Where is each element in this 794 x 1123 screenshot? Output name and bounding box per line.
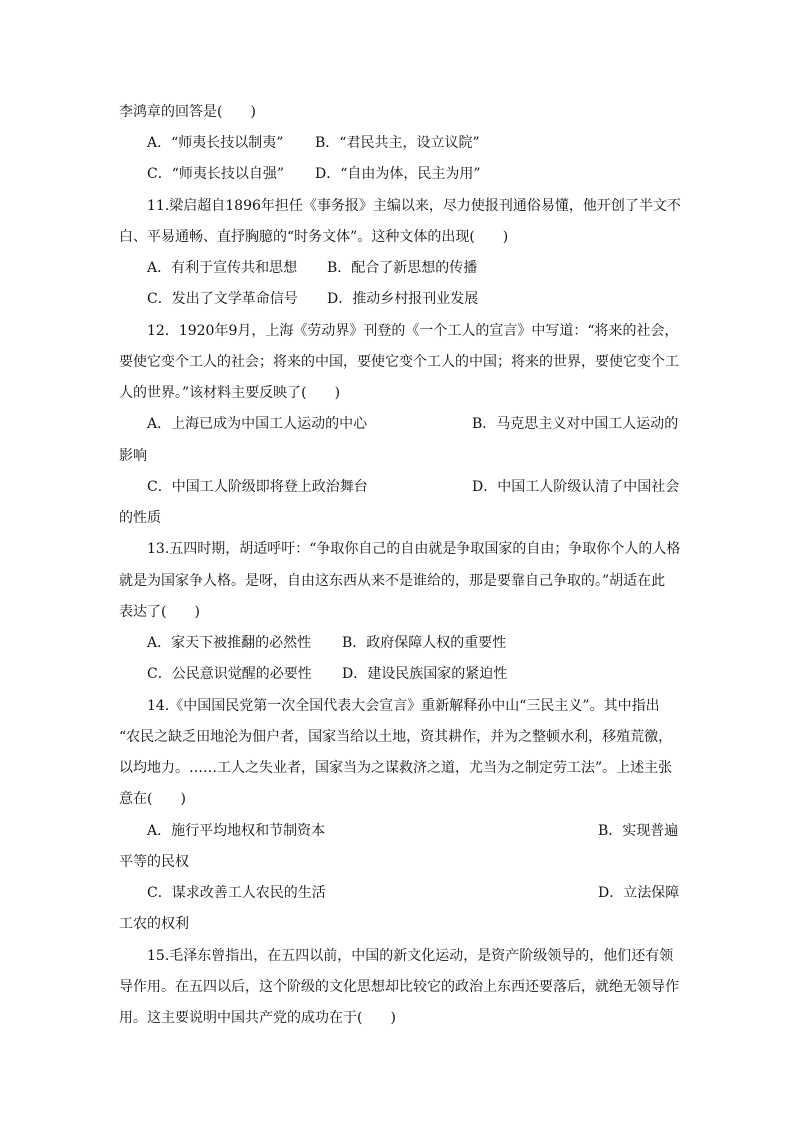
q14-option-b-wrap: 平等的民权 <box>119 854 189 870</box>
q12-option-c: C．中国工人阶级即将登上政治舞台 <box>147 479 368 495</box>
q14-stem-line4: 意在( ) <box>119 791 186 807</box>
q13-stem-line3: 表达了( ) <box>119 604 200 620</box>
q12-option-b: B．马克思主义对中国工人运动的 <box>472 416 679 432</box>
q13-option-d: D．建设民族国家的紧迫性 <box>342 666 508 682</box>
q10-options-cd <box>147 164 481 184</box>
q12-option-d: D．中国工人阶级认清了中国社会 <box>472 479 680 495</box>
q11-option-d: D．推动乡村报刊业发展 <box>327 291 479 307</box>
q13-option-a: A．家天下被推翻的必然性 <box>147 635 312 651</box>
q10-option-a: A．“师夷长技以制夷” <box>147 135 284 151</box>
q14-option-d-wrap: 工农的权利 <box>119 916 189 932</box>
q11-stem-line1: 11.梁启超自1896年担任《事务报》主编以来，尽力使报刊通俗易懂，他开创了半文不 <box>147 198 681 214</box>
q14-option-c: C．谋求改善工人农民的生活 <box>147 885 326 901</box>
q12-stem-line3: 人的世界。”该材料主要反映了( ) <box>119 385 341 401</box>
q15-stem-line1: 15.毛泽东曾指出，在五四以前，中国的新文化运动，是资产阶级领导的，他们还有领 <box>147 948 674 964</box>
q12-option-a: A．上海已成为中国工人运动的中心 <box>147 416 368 432</box>
q11-options-cd <box>147 289 478 309</box>
q11-option-a: A．有利于宣传共和思想 <box>147 260 298 276</box>
q10-option-b: B．“君民共主，设立议院” <box>315 135 480 151</box>
q14-stem-line1: 14.《中国国民党第一次全国代表大会宣言》重新解释孙中山“三民主义”。其中指出 <box>147 698 660 714</box>
q12-stem-line2: 要使它变个工人的社会；将来的中国，要使它变个工人的中国；将来的世界，要使它变个工 <box>119 354 679 370</box>
q11-stem-line2: 白、平易通畅、直抒胸臆的“时务文体”。这种文体的出现( ) <box>119 229 509 245</box>
q12-option-d-wrap: 的性质 <box>119 510 161 526</box>
q10-option-d: D．“自由为体，民主为用” <box>315 166 481 182</box>
q14-option-d: D．立法保障 <box>598 885 680 901</box>
q13-options-cd <box>147 664 507 684</box>
q14-stem-line2: “农民之缺乏田地沦为佃户者，国家当给以土地，资其耕作，并为之整顿水利，移殖荒徼， <box>119 729 673 745</box>
q13-stem-line1: 13.五四时期，胡适呼吁：“争取你自己的自由就是争取国家的自由；争取你个人的人格 <box>147 541 681 557</box>
q12-stem-line1: 12．1920年9月，上海《劳动界》刊登的《一个工人的宣言》中写道：“将来的社会， <box>147 323 679 339</box>
q14-stem-line3: 以均地力。……工人之失业者，国家当为之谋救济之道，尤当为之制定劳工法”。上述主张 <box>119 760 673 776</box>
q13-option-c: C．公民意识觉醒的必要性 <box>147 666 312 682</box>
q15-stem-line3: 用。这主要说明中国共产党的成功在于( ) <box>119 1010 396 1026</box>
q13-option-b: B．政府保障人权的重要性 <box>342 635 507 651</box>
q14-option-b: B．实现普遍 <box>598 823 679 839</box>
q15-stem-line2: 导作用。在五四以后，这个阶级的文化思想却比较它的政治上东西还要落后，就绝无领导作 <box>119 979 679 995</box>
q10-option-c: C．“师夷长技以自强” <box>147 166 285 182</box>
q13-stem-line2: 就是为国家争人格。是呀，自由这东西从来不是谁给的，那是要靠自己争取的。”胡适在此 <box>119 573 666 589</box>
q13-options-ab <box>147 633 506 653</box>
q11-option-b: B．配合了新思想的传播 <box>327 260 478 276</box>
q10-stem-end: 李鸿章的回答是( ) <box>119 104 256 120</box>
q10-options-ab <box>147 133 480 153</box>
q12-option-b-wrap: 影响 <box>119 448 147 464</box>
q11-option-c: C．发出了文学革命信号 <box>147 291 298 307</box>
q11-options-ab <box>147 258 477 278</box>
q14-option-a: A．施行平均地权和节制资本 <box>147 823 326 839</box>
